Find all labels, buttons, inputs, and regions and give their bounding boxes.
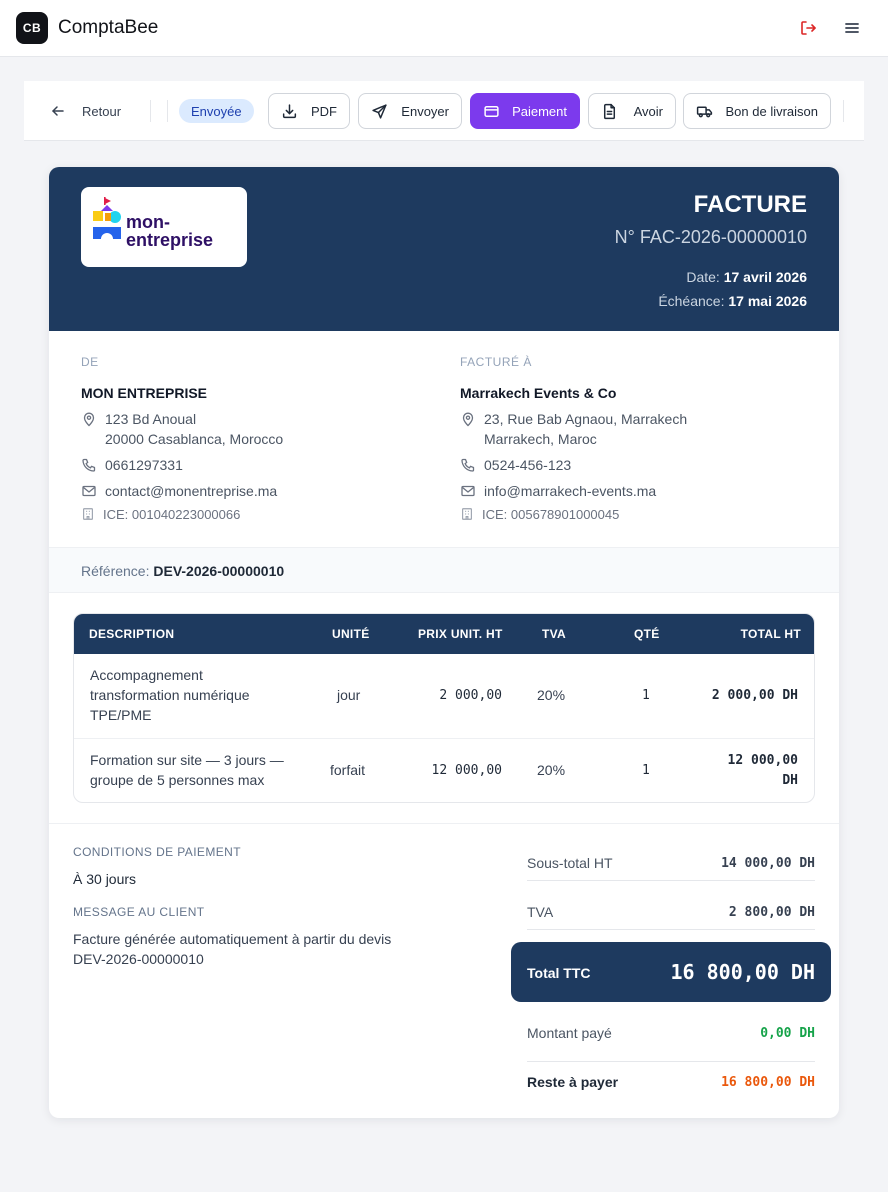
arrow-left-icon [50, 103, 66, 119]
toolbar-divider [167, 100, 168, 122]
row-2-unit-price: 12 000,00 [431, 763, 502, 778]
date-label: Date: [686, 269, 720, 285]
amount-paid-label: Montant payé [527, 1025, 612, 1041]
header-total: TOTAL HT [740, 627, 801, 641]
row-1-description-line-2: transformation numérique [90, 687, 250, 703]
credit-card-icon [483, 103, 500, 120]
pdf-label: PDF [311, 104, 337, 119]
invoice-card [49, 167, 839, 1118]
from-ice: ICE: 001040223000066 [103, 507, 241, 522]
row-2-quantity: 1 [642, 763, 650, 778]
to-ice: ICE: 005678901000045 [482, 507, 620, 522]
row-1-total: 2 000,00 DH [711, 688, 798, 703]
remaining-label: Reste à payer [527, 1074, 619, 1090]
to-name: Marrakech Events & Co [460, 385, 617, 401]
back-button[interactable] [50, 99, 121, 123]
app-logo[interactable]: CB [16, 12, 48, 44]
payment-label: Paiement [512, 104, 567, 119]
to-address-line-1: 23, Rue Bab Agnaou, Marrakech [484, 411, 688, 427]
invoice-date [686, 269, 807, 285]
due-value: 17 mai 2026 [728, 293, 807, 309]
from-phone: 0661297331 [105, 457, 183, 473]
row-1-tva: 20% [537, 687, 566, 703]
hamburger-menu-icon[interactable] [842, 18, 862, 38]
back-label: Retour [82, 103, 122, 119]
to-phone: 0524-456-123 [484, 457, 572, 473]
header-unit: UNITÉ [332, 627, 370, 641]
logo-blocks-icon [91, 197, 123, 247]
table-header [74, 614, 815, 654]
client-message-line-2: DEV-2026-00000010 [73, 951, 204, 967]
row-2-tva: 20% [537, 762, 566, 778]
credit-note-label: Avoir [633, 104, 663, 119]
building-icon [460, 507, 474, 521]
totals-divider [527, 1061, 815, 1062]
reference [81, 563, 284, 579]
location-pin-icon [460, 411, 476, 427]
invoice-toolbar [24, 81, 864, 141]
invoice-number: N° FAC-2026-00000010 [614, 227, 807, 247]
logo-line-1: mon- [126, 212, 170, 232]
header-tva: TVA [542, 627, 567, 641]
subtotal-label: Sous-total HT [527, 855, 613, 871]
reference-label: Référence: [81, 563, 150, 579]
totals-divider [527, 880, 815, 881]
top-bar [0, 0, 888, 57]
row-2-total-line-2: DH [782, 773, 798, 788]
line-items-table [73, 613, 815, 803]
row-1-description-line-3: TPE/PME [90, 707, 152, 723]
to-label: FACTURÉ À [460, 355, 532, 369]
delivery-note-label: Bon de livraison [725, 104, 818, 119]
tva-label: TVA [527, 904, 554, 920]
toolbar-divider [843, 100, 844, 122]
payment-button[interactable] [470, 93, 580, 129]
header-description: DESCRIPTION [89, 627, 175, 641]
row-1-quantity: 1 [642, 688, 650, 703]
row-1-description-line-1: Accompagnement [90, 667, 203, 683]
send-label: Envoyer [401, 104, 449, 119]
logo-line-2: entreprise [126, 230, 214, 250]
subtotal-value: 14 000,00 DH [721, 856, 815, 871]
payment-terms-value: À 30 jours [73, 871, 137, 887]
mail-icon [460, 483, 476, 499]
to-address-line-2: Marrakech, Maroc [484, 431, 597, 447]
from-address-line-2: 20000 Casablanca, Morocco [105, 431, 284, 447]
from-name: MON ENTREPRISE [81, 385, 208, 401]
building-icon [81, 507, 95, 521]
row-2-description-line-1: Formation sur site — 3 jours — [90, 752, 284, 768]
phone-icon [81, 457, 97, 473]
mail-icon [81, 483, 97, 499]
app-name[interactable]: ComptaBee [58, 17, 159, 38]
total-ttc-value: 16 800,00 DH [670, 960, 815, 984]
total-ttc-box [511, 942, 831, 1002]
from-label: DE [81, 355, 99, 369]
total-ttc-label: Total TTC [527, 965, 591, 981]
credit-note-button[interactable] [588, 93, 676, 129]
remaining-value: 16 800,00 DH [721, 1075, 815, 1090]
section-divider [49, 823, 839, 824]
tva-value: 2 800,00 DH [728, 905, 815, 920]
client-message-line-1: Facture générée automatiquement à partir du devis [73, 931, 392, 947]
logout-icon[interactable] [798, 18, 818, 38]
row-divider [74, 738, 815, 739]
send-icon [371, 103, 388, 120]
from-address-line-1: 123 Bd Anoual [105, 411, 197, 427]
row-2-description-line-2: groupe de 5 personnes max [90, 772, 265, 788]
row-1-unit: jour [337, 687, 361, 703]
location-pin-icon [81, 411, 97, 427]
amount-paid-value: 0,00 DH [760, 1026, 815, 1041]
to-email: info@marrakech-events.ma [484, 483, 657, 499]
phone-icon [460, 457, 476, 473]
download-icon [281, 103, 298, 120]
totals-divider [527, 929, 815, 930]
client-message-label: MESSAGE AU CLIENT [73, 905, 205, 919]
invoice-due-date [658, 293, 807, 309]
send-button[interactable] [358, 93, 462, 129]
reference-value: DEV-2026-00000010 [153, 563, 285, 579]
invoice-title: FACTURE [693, 191, 807, 218]
status-badge: Envoyée [179, 99, 254, 123]
logo-wordmark [126, 213, 213, 249]
row-1-unit-price: 2 000,00 [439, 688, 502, 703]
payment-terms-label: CONDITIONS DE PAIEMENT [73, 845, 241, 859]
document-icon [601, 103, 618, 120]
row-2-unit: forfait [330, 762, 366, 778]
header-unit-price: PRIX UNIT. HT [418, 627, 503, 641]
truck-icon [696, 103, 713, 120]
reference-band [49, 547, 839, 593]
company-logo [81, 187, 247, 267]
due-label: Échéance: [658, 293, 725, 309]
toolbar-divider [150, 100, 151, 122]
delivery-note-button[interactable] [683, 93, 831, 129]
row-2-total-line-1: 12 000,00 [727, 753, 798, 768]
date-value: 17 avril 2026 [723, 269, 807, 285]
pdf-button[interactable] [268, 93, 350, 129]
invoice-header [49, 167, 839, 331]
from-email: contact@monentreprise.ma [105, 483, 278, 499]
header-quantity: QTÉ [634, 627, 660, 641]
